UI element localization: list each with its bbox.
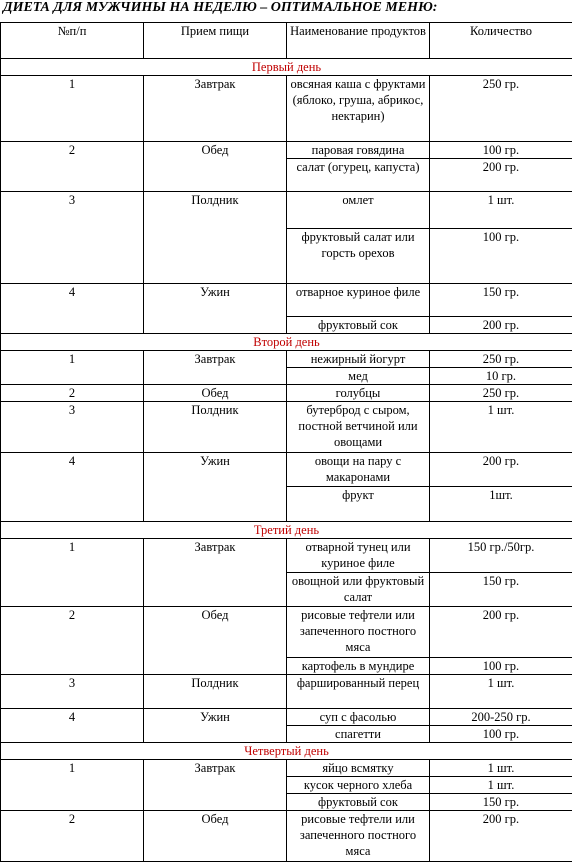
product-name: яйцо всмятку [287,760,430,777]
table-row [1,76,572,142]
row-number: 3 [1,192,144,284]
product-name: рисовые тефтели или запеченного постного мяса [287,607,430,658]
product-name: мед [287,368,430,385]
table-row [1,811,572,862]
quantity: 100 гр. [430,726,572,743]
quantity: 200 гр. [430,317,572,334]
meal-name: Завтрак [144,760,287,811]
meal-name: Завтрак [144,76,287,142]
day-heading: Первый день [1,59,572,76]
table-row [1,385,572,402]
meal-name: Полдник [144,675,287,709]
product-name: отварной тунец или куриное филе [287,539,430,573]
product-name: суп с фасолью [287,709,430,726]
product-name: фрукт [287,487,430,522]
table-row [1,402,572,453]
quantity: 100 гр. [430,229,572,284]
product-name: овощной или фруктовый салат [287,573,430,607]
row-number: 1 [1,76,144,142]
day-row [1,522,572,539]
quantity: 1 шт. [430,777,572,794]
quantity: 200 гр. [430,453,572,487]
quantity: 200 гр. [430,607,572,658]
quantity: 250 гр. [430,385,572,402]
quantity: 150 гр. [430,573,572,607]
quantity: 150 гр. [430,794,572,811]
table-row [1,760,572,777]
header-row [1,23,572,59]
row-number: 2 [1,607,144,675]
quantity: 250 гр. [430,76,572,142]
row-number: 3 [1,675,144,709]
product-name: кусок черного хлеба [287,777,430,794]
table-row [1,351,572,368]
quantity: 200-250 гр. [430,709,572,726]
row-number: 4 [1,284,144,334]
header-meal: Прием пищи [144,23,287,59]
row-number: 1 [1,539,144,607]
meal-name: Обед [144,811,287,862]
meal-name: Полдник [144,192,287,284]
table-row [1,284,572,317]
day-heading: Третий день [1,522,572,539]
row-number: 2 [1,385,144,402]
product-name: рисовые тефтели или запеченного постного мяса [287,811,430,862]
quantity: 1 шт. [430,402,572,453]
quantity: 200 гр. [430,811,572,862]
quantity: 1 шт. [430,760,572,777]
day-heading: Четвертый день [1,743,572,760]
product-name: отварное куриное филе [287,284,430,317]
header-product: Наименование продуктов [287,23,430,59]
quantity: 100 гр. [430,658,572,675]
meal-name: Обед [144,607,287,675]
product-name: омлет [287,192,430,229]
product-name: спагетти [287,726,430,743]
meal-name: Ужин [144,709,287,743]
product-name: овощи на пару с макаронами [287,453,430,487]
row-number: 3 [1,402,144,453]
row-number: 1 [1,351,144,385]
product-name: паровая говядина [287,142,430,159]
meal-name: Ужин [144,284,287,334]
quantity: 150 гр./50гр. [430,539,572,573]
day-row [1,334,572,351]
quantity: 200 гр. [430,159,572,192]
meal-name: Обед [144,385,287,402]
product-name: фруктовый сок [287,794,430,811]
quantity: 1шт. [430,487,572,522]
day-row [1,59,572,76]
diet-table [0,22,572,862]
quantity: 100 гр. [430,142,572,159]
product-name: фаршированный перец [287,675,430,709]
meal-name: Полдник [144,402,287,453]
meal-name: Завтрак [144,351,287,385]
table-row [1,709,572,726]
table-row [1,453,572,487]
product-name: бутерброд с сыром, постной ветчиной или овощами [287,402,430,453]
table-row [1,675,572,709]
table-row [1,192,572,229]
meal-name: Ужин [144,453,287,522]
row-number: 1 [1,760,144,811]
day-row [1,743,572,760]
page-title: ДИЕТА ДЛЯ МУЖЧИНЫ НА НЕДЕЛЮ – ОПТИМАЛЬНОЕ МЕНЮ: [3,0,437,16]
quantity: 150 гр. [430,284,572,317]
product-name: нежирный йогурт [287,351,430,368]
product-name: картофель в мундире [287,658,430,675]
quantity: 1 шт. [430,192,572,229]
row-number: 4 [1,453,144,522]
meal-name: Завтрак [144,539,287,607]
meal-name: Обед [144,142,287,192]
table-row [1,142,572,159]
header-num: №п/п [1,23,144,59]
product-name: фруктовый салат или горсть орехов [287,229,430,284]
product-name: овсяная каша с фруктами (яблоко, груша, абрикос, нектарин) [287,76,430,142]
table-row [1,607,572,658]
row-number: 2 [1,142,144,192]
product-name: фруктовый сок [287,317,430,334]
row-number: 4 [1,709,144,743]
quantity: 1 шт. [430,675,572,709]
quantity: 10 гр. [430,368,572,385]
product-name: салат (огурец, капуста) [287,159,430,192]
quantity: 250 гр. [430,351,572,368]
table-row [1,539,572,573]
day-heading: Второй день [1,334,572,351]
header-qty: Количество [430,23,572,59]
product-name: голубцы [287,385,430,402]
row-number: 2 [1,811,144,862]
